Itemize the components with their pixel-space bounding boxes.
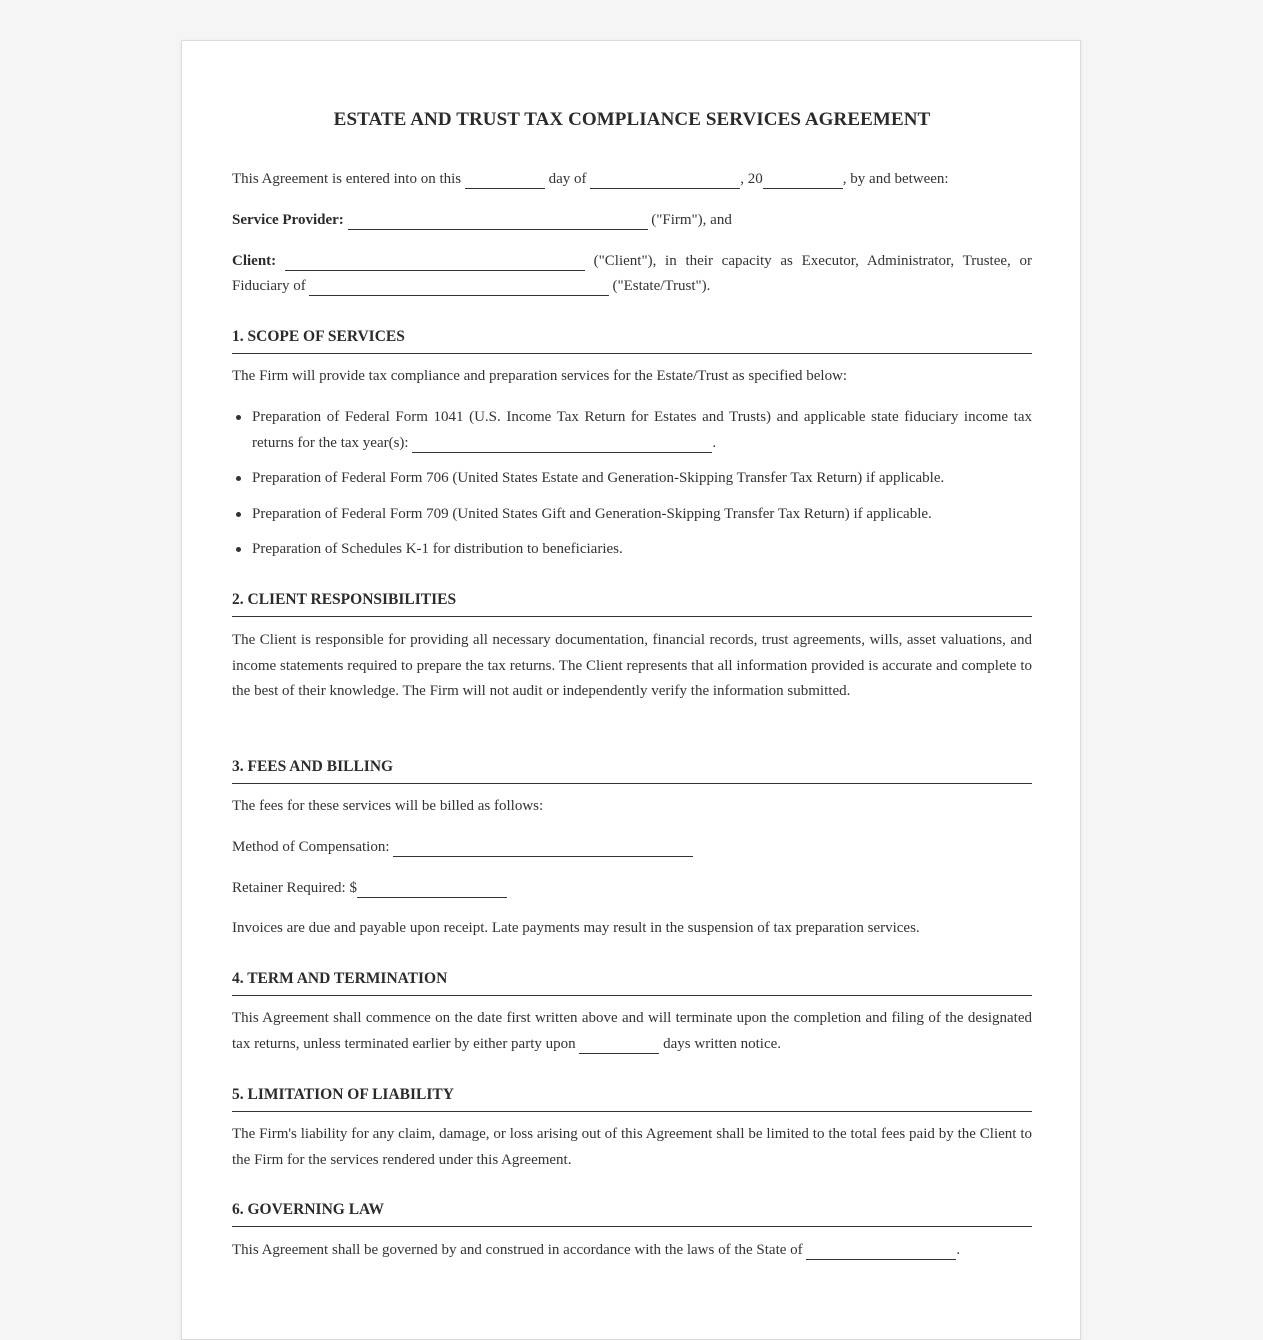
list-item (232, 405, 1032, 456)
retainer-blank[interactable] (357, 880, 507, 898)
section-4-text-1: This Agreement shall commence on the date first written above and will terminate upon the completion and filing of the designated tax returns, unless terminated earlier by either party upon (232, 1010, 1032, 1052)
estate-blank[interactable] (309, 278, 609, 296)
invoices-text: Invoices are due and payable upon receipt. Late payments may result in the suspension of tax preparation services. (232, 920, 920, 936)
provider-line (232, 208, 1032, 234)
retainer-label: Retainer Required: $ (232, 880, 357, 896)
section-6-text-1: This Agreement shall be governed by and construed in accordance with the laws of the State of (232, 1242, 803, 1258)
intro-text-2: day of (548, 171, 587, 187)
month-blank[interactable] (590, 171, 740, 189)
bullet-3-text: Preparation of Federal Form 709 (United States Gift and Generation-Skipping Transfer Tax Return) if applicable. (252, 505, 932, 522)
intro-line (232, 167, 1032, 193)
bullet-icon (236, 547, 241, 552)
section-1-heading: 1. SCOPE OF SERVICES (232, 327, 1032, 354)
document-title: ESTATE AND TRUST TAX COMPLIANCE SERVICES AGREEMENT (333, 109, 931, 130)
intro-text-4: , by and between: (842, 171, 949, 187)
bullet-icon (236, 476, 241, 481)
bullet-1-end: . (712, 434, 717, 451)
state-blank[interactable] (806, 1242, 956, 1260)
section-6-body (232, 1238, 1032, 1264)
services-list (232, 405, 1032, 563)
section-2-body: The Client is responsible for providing all necessary documentation, financial records, trust agreements, wills, asset valuations, and income statements required to prepare the tax returns. The Client represents that all information provided is accurate and complete to the best of their knowledge. The Firm will not audit or independently verify the information submitted. (232, 632, 1032, 699)
intro-text-1: This Agreement is entered into on this (232, 171, 462, 187)
day-blank[interactable] (465, 171, 545, 189)
method-label: Method of Compensation: (232, 839, 390, 855)
bullet-icon (236, 415, 241, 420)
client-label: Client: (232, 253, 277, 269)
section-1-intro: The Firm will provide tax compliance and preparation services for the Estate/Trust as specified below: (232, 368, 848, 384)
client-line-2 (232, 274, 1032, 300)
document-page (181, 40, 1081, 1340)
section-3-intro: The fees for these services will be billed as follows: (232, 798, 544, 814)
client-text-1: ("Client"), in their capacity as Executor, Administrator, Trustee, or (593, 253, 1033, 269)
section-6-text-2: . (956, 1242, 961, 1258)
method-blank[interactable] (393, 839, 693, 857)
provider-suffix: ("Firm"), and (651, 212, 732, 228)
section-6-heading: 6. GOVERNING LAW (232, 1200, 1032, 1227)
year-blank[interactable] (763, 171, 843, 189)
bullet-4-text: Preparation of Schedules K-1 for distribution to beneficiaries. (252, 541, 623, 557)
notice-days-blank[interactable] (579, 1036, 659, 1054)
list-item (232, 502, 1032, 528)
tax-year-blank[interactable] (412, 435, 712, 453)
section-4-text-2: days written notice. (663, 1035, 782, 1052)
list-item (232, 537, 1032, 563)
provider-blank[interactable] (348, 212, 648, 230)
method-line (232, 835, 1032, 861)
section-5-body: The Firm's liability for any claim, damage, or loss arising out of this Agreement shall be limited to the total fees paid by the Client to the Firm for the services rendered under this Agreement. (232, 1126, 1032, 1168)
client-line-1 (232, 249, 1032, 275)
client-text-2: Fiduciary of (232, 278, 306, 294)
client-blank[interactable] (285, 253, 585, 271)
retainer-line (232, 876, 1032, 902)
intro-text-3: , 20 (740, 171, 763, 187)
bullet-2-text: Preparation of Federal Form 706 (United States Estate and Generation-Skipping Transfer Tax Return) if applicable. (252, 470, 945, 486)
bullet-icon (236, 512, 241, 517)
bullet-1-text: Preparation of Federal Form 1041 (U.S. Income Tax Return for Estates and Trusts) and applicable state fiduciary income tax returns for the tax year(s): (252, 409, 1032, 451)
section-3-heading: 3. FEES AND BILLING (232, 757, 1032, 784)
section-4-heading: 4. TERM AND TERMINATION (232, 969, 1032, 996)
section-5-heading: 5. LIMITATION OF LIABILITY (232, 1085, 1032, 1112)
client-text-3: ("Estate/Trust"). (612, 278, 711, 294)
section-2-heading: 2. CLIENT RESPONSIBILITIES (232, 590, 1032, 617)
list-item (232, 466, 1032, 492)
section-4-body (232, 1006, 1032, 1057)
provider-label: Service Provider: (232, 212, 344, 228)
